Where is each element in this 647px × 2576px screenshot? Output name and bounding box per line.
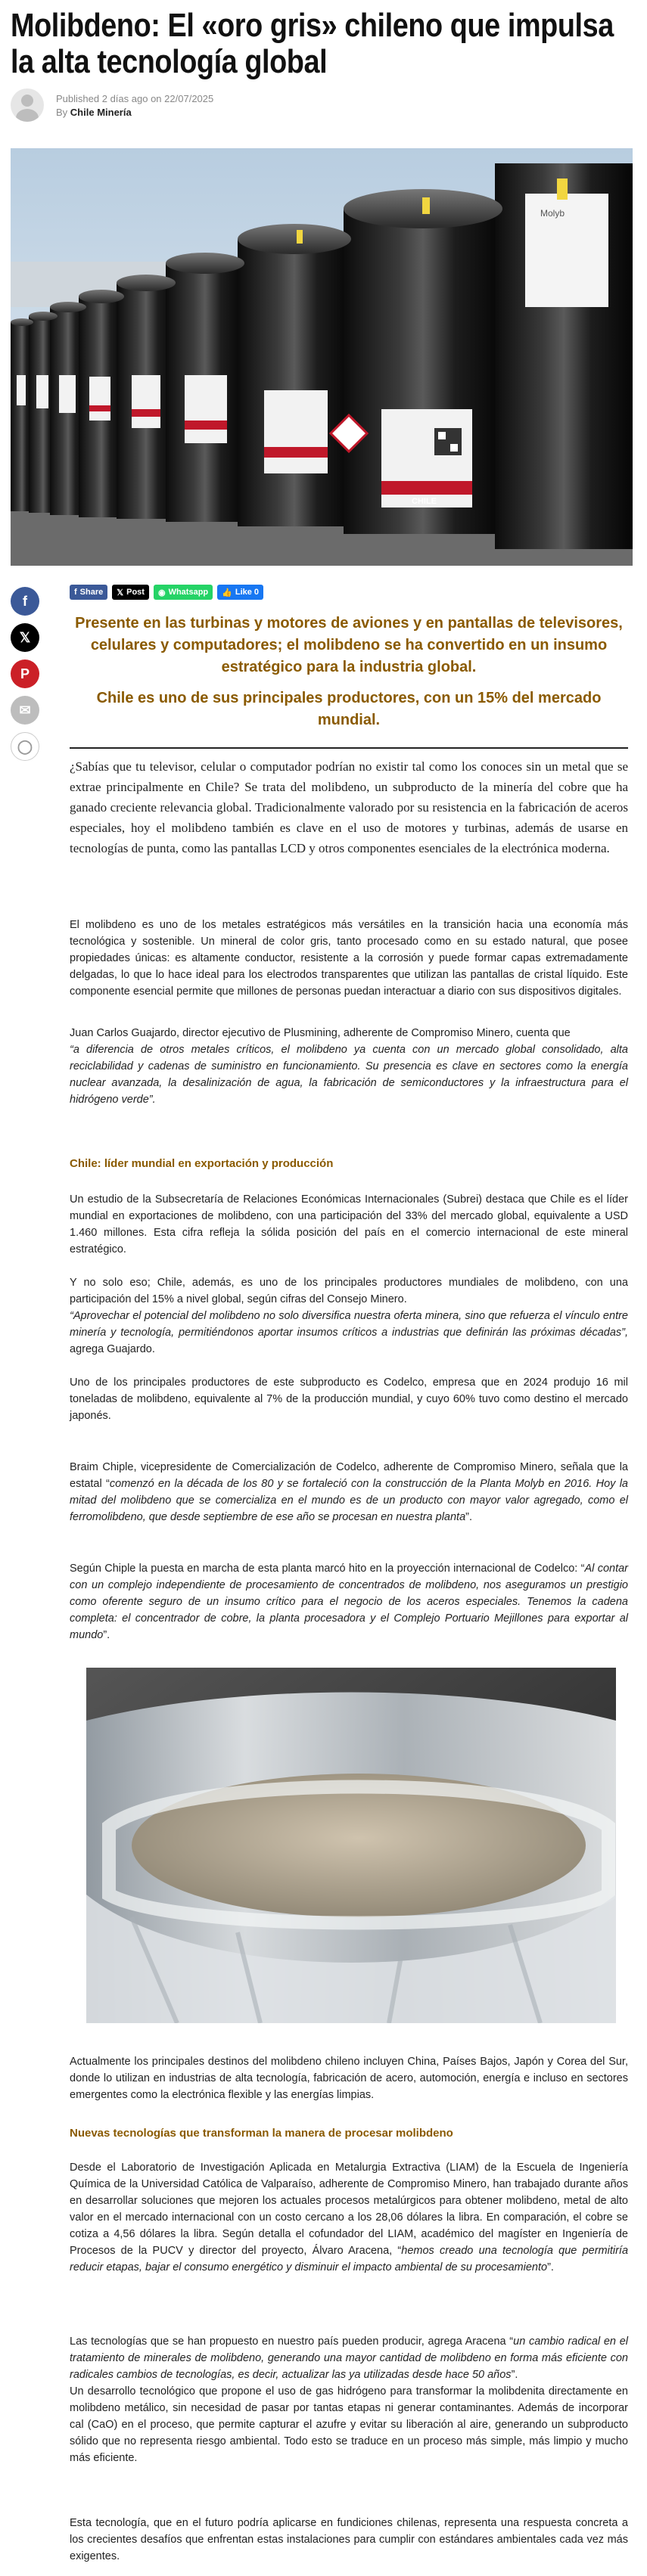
author-link[interactable]: Chile Minería [70, 107, 132, 118]
paragraph-4: Y no solo eso; Chile, además, es uno de los principales productores mundiales de molibdeno, con una participación del 15% a nivel global, según cifras del Consejo Minero. “Aprovechar el potencial del molibdeno no solo diversifica nuestra oferta minera, sino que refuerza el vínculo entre minería y tecnología, permitiéndonos aportar insumos críticos a industrias que definirán las próximas décadas”, agrega Guajardo. [70, 1277, 628, 1355]
intro-paragraph: ¿Sabías que tu televisor, celular o computador podrían no existir tal como los conoces sin un metal que se extrae principalmente en Chile? Se trata del molibdeno, un subproducto de la minería del cobre que ha ganado creciente relevancia global. Tradicionalmente valorado por su resistencia en la fabricación de aceros especiales, hoy el molibdeno también es clave en el uso de motores y turbinas, además de usarse en tecnologías de punta, como las pantallas LCD y otros componentes esenciales de la electrónica moderna. [70, 759, 628, 855]
divider [70, 747, 628, 749]
facebook-icon: f [74, 588, 77, 597]
paragraph-6: Braim Chiple, vicepresidente de Comercialización de Codelco, adherente de Compromiso Minero, señala que la estatal “comenzó en la década de los 80 y se fortaleció con la construcción de la Planta Molyb en 2016. Hoy la mitad del molibdeno que se comercializa en el mundo es de un producto con mayor valor agregado, como el ferromolibdeno, que desde septiembre de ese año se procesan en nuestra planta”. [70, 1461, 628, 1523]
whatsapp-icon: ◉ [157, 588, 166, 597]
social-sidebar [11, 587, 48, 768]
lead [70, 613, 628, 740]
comment-icon[interactable]: ◯ [11, 732, 39, 761]
published-ago: 2 días ago [101, 93, 148, 104]
x-icon[interactable]: 𝕏 [11, 623, 39, 652]
molybdenum-sack-image [86, 1668, 616, 2023]
x-post-button[interactable]: 𝕏 Post [112, 585, 149, 600]
paragraph-1: El molibdeno es uno de los metales estratégicos más versátiles en la transición hacia una economía más tecnológica y sostenible. Un mineral de color gris, tanto procesado como en su estado natural, que posee propiedades únicas: es altamente conductor, resistente a la corrosión y puede formar capas extremadamente delgadas, lo que lo hace ideal para los electrodos transparentes que utilizan las pantallas de cristal líquido. Este componente esencial permite que millones de personas puedan interactuar a diario con sus dispositivos digitales. [70, 919, 628, 998]
facebook-icon[interactable]: f [11, 587, 39, 616]
published-line: Published 2 días ago on 22/07/2025 [56, 93, 214, 104]
paragraph-3: Un estudio de la Subsecretaría de Relaciones Económicas Internacionales (Subrei) destaca que Chile es el líder mundial en exportaciones de molibdeno, con una participación del 33% del mercado global, equivalente a USD 1.460 millones. Esta cifra refleja la sólida posición del país en el comercio internacional de este mineral estratégico. [70, 1193, 628, 1255]
svg-text:CHILE: CHILE [412, 497, 437, 506]
facebook-share-button[interactable]: f Share [70, 585, 107, 600]
whatsapp-button[interactable]: ◉ Whatsapp [154, 585, 213, 600]
pinterest-icon[interactable]: P [11, 660, 39, 688]
published-date: 22/07/2025 [164, 93, 214, 104]
thumbs-up-icon: 👍 [222, 588, 232, 597]
share-buttons [70, 585, 263, 600]
paragraph-9: Desde el Laboratorio de Investigación Aplicada en Metalurgia Extractiva (LIAM) de la Escuela de Ingeniería Química de la Universidad Católica de Valparaíso, adherente de Compromiso Minero, han trabajado durante años en desarrollar soluciones que mejoren los actuales procesos metalúrgicos para obtener molibdeno, metal de alto valor en el mercado internacional con un costo cercano a los 28,06 dólares la libra. En comparación, el cobre se cotiza a 4,56 dólares la libra. Según detalla el cofundador del LIAM, académico del magíster en Ingeniería de Procesos de la PUCV y director del proyecto, Álvaro Aracena, “hemos creado una tecnología que permitiría reducir etapas, bajar el consumo energético y disminuir el impacto ambiental de su procesamiento”. [70, 2162, 629, 2273]
avatar[interactable] [11, 88, 44, 122]
svg-text:Molyb: Molyb [540, 208, 565, 219]
paragraph-10: Las tecnologías que se han propuesto en nuestro país pueden producir, agrega Aracena “un cambio radical en el tratamiento de minerales de molibdeno, generando una mayor cantidad de molibdeno en forma más eficiente con radicales cambios de tecnologías, es decir, actualizar las ya utilizadas desde hace 50 años”. Un desarrollo tecnológico que propone el uso de gas hidrógeno para transformar la molibdenita directamente en molibdeno metálico, sin necesidad de pasar por tantas etapas ni generar contaminantes. Además de incorporar cal (CaO) en el proceso, que permite capturar el azufre y evitar su liberación al aire, generando un subproducto sólido que no representa riesgo ambiental. Todo esto se traduce en un proceso más simple, más limpio y mucho más eficiente. [70, 2335, 628, 2464]
paragraph-11: Esta tecnología, que en el futuro podría aplicarse en fundiciones chilenas, representa una respuesta concreta a los crecientes desafíos que enfrentan estas instalaciones para cumplir con estándares ambientales cada vez más exigentes. [70, 2517, 628, 2562]
lead-paragraph-1: Presente en las turbinas y motores de aviones y en pantallas de televisores, celulares y computadores; el molibdeno se ha convertido en un insumo estratégico para la industria global. [75, 615, 623, 675]
section-heading-1: Chile: líder mundial en exportación y producción [70, 1157, 334, 1170]
like-button[interactable]: 👍 Like 0 [217, 585, 263, 600]
page-title: Molibdeno: El «oro gris» chileno que impulsa la alta tecnología global [11, 7, 614, 80]
paragraph-7: Según Chiple la puesta en marcha de esta planta marcó hito en la proyección internacional de Codelco: “Al contar con un complejo independiente de procesamiento de concentrados de molibdeno, nos aseguramos un prestigio como oferente seguro de un insumo crítico para el negocio de los aceros especiales. Tenemos la cadena completa: el concentrador de cobre, la planta procesadora y el Complejo Portuario Mejillones para exportar al mundo”. [70, 1563, 628, 1641]
hero-image [11, 148, 633, 566]
paragraph-2: Juan Carlos Guajardo, director ejecutivo de Plusmining, adherente de Compromiso Minero, cuenta que “a diferencia de otros metales críticos, el molibdeno ya cuenta con un mercado global consolidado, alta reciclabilidad y cadenas de suministro en funcionamiento. Su presencia es clave en sectores como la energía nuclear avanzada, la desalinización de agua, la fabricación de semiconductores y la infraestructura para el hidrógeno verde”. [70, 1027, 628, 1106]
section-heading-2: Nuevas tecnologías que transforman la manera de procesar molibdeno [70, 2127, 453, 2140]
article-meta [11, 87, 465, 125]
x-icon: 𝕏 [117, 588, 124, 597]
lead-paragraph-2: Chile es uno de sus principales productores, con un 15% del mercado mundial. [96, 690, 602, 728]
author-line: By Chile Minería [56, 107, 132, 118]
paragraph-8: Actualmente los principales destinos del molibdeno chileno incluyen China, Países Bajos, Japón y Corea del Sur, donde lo utilizan en industrias de alta tecnología, fabricación de acero, automoción, energía e incluso en sectores emergentes como la electrónica flexible y las energías limpias. [70, 2056, 628, 2101]
paragraph-5: Uno de los principales productores de este subproducto es Codelco, empresa que en 2024 produjo 16 mil toneladas de molibdeno, equivalente al 7% de la producción mundial, y cuyo 60% tuvo como destino el mercado japonés. [70, 1376, 628, 1422]
email-icon[interactable]: ✉ [11, 696, 39, 725]
